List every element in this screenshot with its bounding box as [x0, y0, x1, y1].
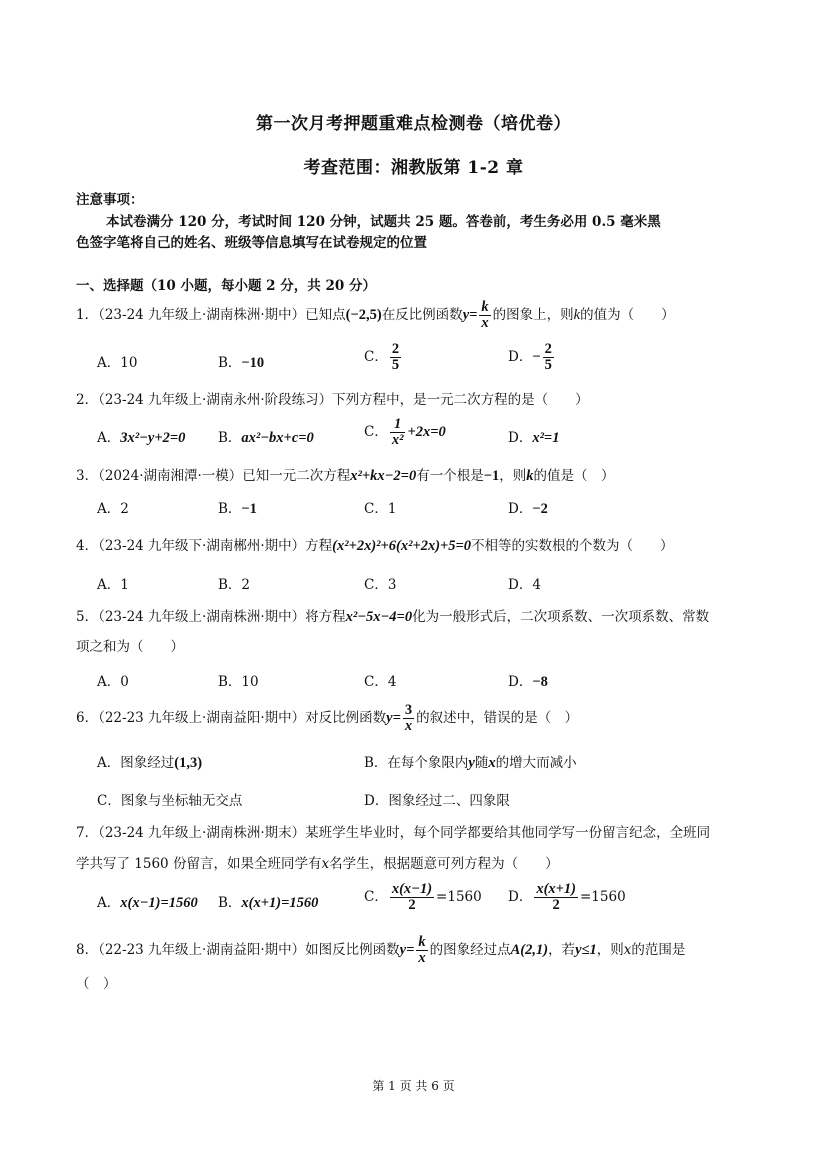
q3-option-b[interactable]: B．−1	[218, 501, 257, 517]
question-1	[76, 300, 675, 331]
q3-root: −1	[483, 468, 500, 484]
q2-option-d[interactable]: D．x²=1	[508, 430, 560, 446]
notice-heading: 注意事项：	[76, 192, 144, 208]
section-heading: 一、选择题（10 小题，每小题 2 分，共 20 分）	[76, 278, 376, 294]
q1-post: 的图象上，则	[492, 307, 574, 324]
q3-option-d[interactable]: D．−2	[508, 501, 548, 517]
q1-func-lhs: y=	[462, 307, 478, 324]
q2-option-a[interactable]: A．3x²−y+2=0	[97, 430, 186, 446]
q5-option-d[interactable]: D．−8	[508, 674, 548, 690]
q1-func-fraction: $\frac{k}{x}$	[481, 299, 489, 332]
q6-func-fraction: $\frac{3}{x}$	[404, 702, 413, 735]
q4-option-b[interactable]: B．2	[218, 577, 251, 593]
q3-equation: x²+kx−2=0	[350, 468, 417, 484]
q1-option-d[interactable]: D．− $\frac{2}{5}$	[508, 341, 552, 374]
question-3: 3．（2024·湖南湘潭·一模）已知一元二次方程x²+kx−2=0有一个根是−1，则k的值是（ ）	[76, 468, 615, 484]
q1-stem: 1．（23-24 九年级上·湖南株洲·期中）已知点	[76, 307, 346, 324]
question-7: 7．（23-24 九年级上·湖南株洲·期末）某班学生毕业时，每个同学都要给其他同学写一份留言纪念，全班同	[76, 825, 711, 841]
q4-option-d[interactable]: D．4	[508, 577, 541, 593]
q8-func-fraction: $\frac{k}{x}$	[418, 934, 426, 967]
q6-option-c[interactable]: C．图象与坐标轴无交点	[97, 793, 243, 809]
q3-option-c[interactable]: C．1	[364, 501, 397, 517]
q4-equation: (x²+2x)²+6(x²+2x)+5=0	[332, 538, 472, 554]
q1-var: k	[573, 307, 581, 324]
q6-option-b[interactable]: B．在每个象限内y随x的增大而减小	[364, 755, 577, 771]
question-8-line-2: （ ）	[76, 976, 117, 992]
q8-condition: y≤1	[575, 942, 597, 959]
q5-equation: x²−5x−4=0	[345, 609, 413, 625]
q1-option-b[interactable]: B．−10	[218, 355, 265, 371]
q5-option-a[interactable]: A．0	[97, 674, 129, 690]
q1-end: 的值为（ ）	[580, 307, 675, 324]
question-2: 2．（23-24 九年级上·湖南永州·阶段练习）下列方程中，是一元二次方程的是（ ）	[76, 392, 589, 408]
notice-line-1: 本试卷满分 120 分，考试时间 120 分钟，试题共 25 题。答卷前，考生务必用 0.5 毫米黑	[106, 214, 661, 230]
q3-option-a[interactable]: A．2	[97, 501, 129, 517]
question-6: 6．（22-23 九年级上·湖南益阳·期中）对反比例函数y= $\frac{3}{x}$ 的叙述中，错误的是（ ）	[76, 702, 579, 735]
question-5-line-2: 项之和为（ ）	[76, 639, 184, 655]
page-title: 第一次月考押题重难点检测卷（培优卷）	[256, 114, 571, 134]
q5-option-b[interactable]: B．10	[218, 674, 259, 690]
question-7-line-2: 学共写了 1560 份留言，如果全班同学有x名学生，根据题意可列方程为（ ）	[76, 856, 559, 872]
q5-option-c[interactable]: C．4	[364, 674, 397, 690]
q1-option-c[interactable]: C． $\frac{2}{5}$	[364, 341, 400, 374]
q3-var: k	[526, 468, 534, 484]
q1-option-a[interactable]: A．10	[97, 355, 138, 371]
q6-option-a[interactable]: A．图象经过(1,3)	[97, 755, 203, 771]
q7-option-b[interactable]: B．x(x+1)=1560	[218, 895, 319, 911]
question-5: 5．（23-24 九年级上·湖南株洲·期中）将方程x²−5x−4=0化为一般形式后，二次项系数、一次项系数、常数	[76, 609, 710, 625]
q4-option-c[interactable]: C．3	[364, 577, 397, 593]
q1-mid: 在反比例函数	[381, 307, 463, 324]
q4-option-a[interactable]: A．1	[97, 577, 129, 593]
page-footer: 第 1 页 共 6 页	[372, 1079, 455, 1093]
q7-option-d[interactable]: D． $\frac{x(x+1)}{2}$ =1560	[508, 881, 626, 914]
q7-option-a[interactable]: A．x(x−1)=1560	[97, 895, 198, 911]
q7-option-c[interactable]: C． $\frac{x(x-1)}{2}$ =1560	[364, 881, 482, 914]
q2-option-c[interactable]: C． $\frac{1}{\text{x²}}$ +2x=0	[364, 416, 446, 449]
notice-line-2: 色签字笔将自己的姓名、班级等信息填写在试卷规定的位置	[76, 235, 427, 251]
q1-point: (−2,5)	[345, 307, 382, 324]
q6-option-d[interactable]: D．图象经过二、四象限	[364, 793, 510, 809]
page-subtitle: 考查范围：湘教版第 1-2 章	[303, 158, 524, 178]
question-4: 4．（23-24 九年级下·湖南郴州·期中）方程(x²+2x)²+6(x²+2x)+5=0不相等的实数根的个数为（ ）	[76, 538, 674, 554]
question-8: 8．（22-23 九年级上·湖南益阳·期中）如图反比例函数y= $\frac{k}{x}$ 的图象经过点A(2,1)，若y≤1，则x的范围是	[76, 934, 686, 967]
q2-option-b[interactable]: B．ax²−bx+c=0	[218, 430, 314, 446]
q8-point: A(2,1)	[510, 942, 549, 959]
